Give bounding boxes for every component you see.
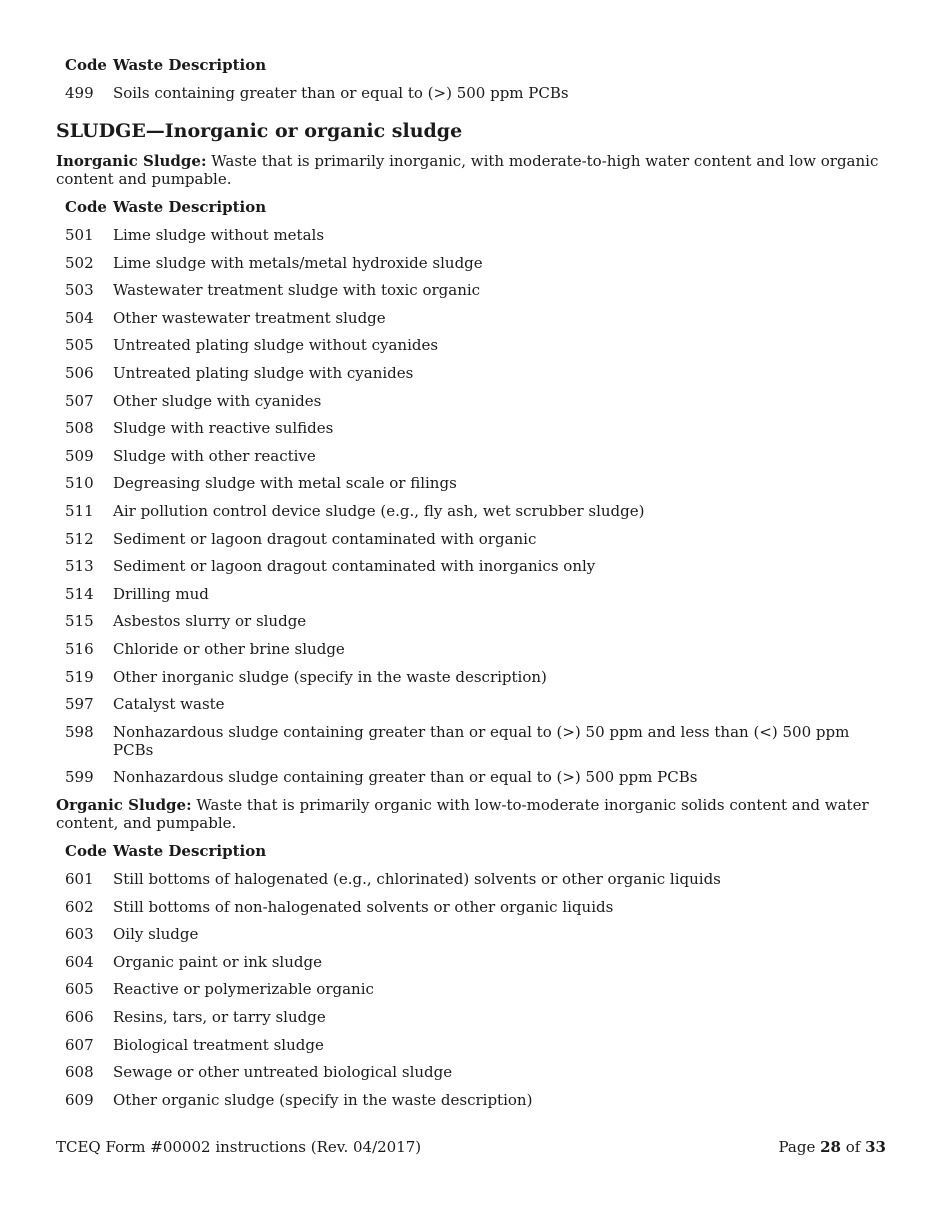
waste-description: Chloride or other brine sludge	[113, 639, 345, 658]
description-column-header: Waste Description	[113, 198, 267, 216]
table-row	[56, 474, 886, 502]
waste-code: 501	[65, 226, 94, 244]
waste-code: 507	[65, 391, 94, 410]
inorganic-text: Waste that is primarily inorganic, with moderate-to-high water content and low organic content and pumpable.	[56, 152, 879, 188]
table-row	[56, 84, 886, 102]
waste-description: Sludge with reactive sulfides	[113, 419, 334, 438]
table-row	[56, 612, 886, 640]
waste-description: Nonhazardous sludge containing greater than or equal to (>) 500 ppm PCBs	[113, 768, 698, 787]
waste-description: Sewage or other untreated biological sludge	[113, 1063, 453, 1082]
page-number-label	[779, 1138, 886, 1156]
organic-text: Waste that is primarily organic with low-to-moderate inorganic solids content and water content, and pumpable.	[56, 796, 869, 832]
waste-description: Lime sludge with metals/metal hydroxide sludge	[113, 253, 483, 272]
code-column-header: Code	[65, 56, 107, 74]
waste-description: Other sludge with cyanides	[113, 391, 322, 410]
organic-table	[56, 842, 886, 1118]
waste-code: 597	[65, 695, 94, 714]
table-row	[56, 723, 886, 769]
inorganic-table	[56, 198, 886, 796]
waste-description: Air pollution control device sludge (e.g., fly ash, wet scrubber sludge)	[113, 501, 645, 520]
waste-description: Other organic sludge (specify in the waste description)	[113, 1090, 533, 1109]
table-row	[56, 392, 886, 420]
table-row	[56, 502, 886, 530]
waste-code: 603	[65, 925, 94, 944]
table-row	[56, 640, 886, 668]
waste-description: Organic paint or ink sludge	[113, 952, 322, 971]
table-row	[56, 1008, 886, 1036]
waste-code: 606	[65, 1007, 94, 1026]
waste-code: 505	[65, 336, 94, 355]
waste-description: Biological treatment sludge	[113, 1035, 324, 1054]
organic-label: Organic Sludge:	[56, 796, 192, 814]
table-row	[56, 695, 886, 723]
current-page-number: 28	[820, 1138, 841, 1156]
table-row	[56, 530, 886, 558]
table-row	[56, 980, 886, 1008]
table-row	[56, 1091, 886, 1119]
inorganic-label: Inorganic Sludge:	[56, 152, 207, 170]
waste-code: 515	[65, 612, 94, 631]
table-row	[56, 226, 886, 254]
waste-code: 513	[65, 557, 94, 576]
table-row	[56, 309, 886, 337]
table-row	[56, 925, 886, 953]
waste-description: Sludge with other reactive	[113, 446, 316, 465]
waste-code: 605	[65, 980, 94, 999]
waste-description: Still bottoms of non-halogenated solvents or other organic liquids	[113, 897, 614, 916]
waste-description: Asbestos slurry or sludge	[113, 612, 307, 631]
waste-code: 504	[65, 308, 94, 327]
table-row	[56, 768, 886, 796]
waste-code: 510	[65, 474, 94, 493]
top-table-header	[56, 56, 886, 74]
waste-description: Lime sludge without metals	[113, 226, 325, 244]
waste-description: Drilling mud	[113, 584, 209, 603]
inorganic-intro	[56, 152, 886, 188]
waste-code: 599	[65, 768, 94, 787]
table-row	[56, 447, 886, 475]
table-row	[56, 953, 886, 981]
page-footer	[56, 1138, 886, 1156]
waste-description: Sediment or lagoon dragout contaminated with inorganics only	[113, 557, 596, 576]
inorganic-table-header	[56, 198, 886, 226]
waste-code: 511	[65, 501, 94, 520]
table-row	[56, 336, 886, 364]
waste-code: 512	[65, 529, 94, 548]
organic-intro	[56, 796, 886, 832]
waste-description: Oily sludge	[113, 925, 199, 944]
section-title: SLUDGE—Inorganic or organic sludge	[56, 120, 463, 142]
waste-code: 602	[65, 897, 94, 916]
waste-description: Other wastewater treatment sludge	[113, 308, 386, 327]
table-row	[56, 254, 886, 282]
waste-code: 503	[65, 281, 94, 300]
waste-description: Still bottoms of halogenated (e.g., chlorinated) solvents or other organic liquids	[113, 870, 721, 888]
table-row	[56, 557, 886, 585]
code-column-header: Code	[65, 198, 107, 216]
waste-code: 598	[65, 722, 94, 741]
waste-description: Resins, tars, or tarry sludge	[113, 1007, 326, 1026]
table-row	[56, 1036, 886, 1064]
waste-description: Nonhazardous sludge containing greater than or equal to (>) 50 ppm and less than (<) 500 ppm PCBs	[113, 722, 850, 759]
form-identifier: TCEQ Form #00002 instructions (Rev. 04/2017)	[56, 1138, 422, 1156]
waste-code: 519	[65, 667, 94, 686]
table-row	[56, 870, 886, 898]
waste-code: 508	[65, 419, 94, 438]
waste-description: Untreated plating sludge with cyanides	[113, 363, 414, 382]
waste-description: Degreasing sludge with metal scale or filings	[113, 474, 457, 493]
waste-description: Wastewater treatment sludge with toxic organic	[113, 281, 481, 300]
waste-description: Untreated plating sludge without cyanides	[113, 336, 439, 355]
waste-code: 502	[65, 253, 94, 272]
waste-code: 604	[65, 952, 94, 971]
waste-code: 608	[65, 1063, 94, 1082]
table-row	[56, 281, 886, 309]
description-column-header: Waste Description	[113, 842, 267, 860]
waste-code: 509	[65, 446, 94, 465]
waste-code: 506	[65, 363, 94, 382]
table-row	[56, 668, 886, 696]
waste-code: 607	[65, 1035, 94, 1054]
waste-code: 516	[65, 639, 94, 658]
waste-description: Soils containing greater than or equal to (>) 500 ppm PCBs	[113, 84, 569, 102]
table-row	[56, 419, 886, 447]
waste-code: 514	[65, 584, 94, 603]
table-row	[56, 898, 886, 926]
waste-description: Catalyst waste	[113, 695, 225, 714]
table-row	[56, 1063, 886, 1091]
waste-code: 609	[65, 1090, 94, 1109]
table-row	[56, 364, 886, 392]
waste-description: Reactive or polymerizable organic	[113, 980, 374, 999]
code-column-header: Code	[65, 842, 107, 860]
organic-table-header	[56, 842, 886, 870]
page-prefix: Page	[778, 1138, 821, 1156]
page-of: of	[841, 1138, 866, 1156]
waste-code: 499	[65, 84, 94, 102]
total-page-count: 33	[865, 1138, 886, 1156]
waste-description: Other inorganic sludge (specify in the waste description)	[113, 667, 547, 686]
table-row	[56, 585, 886, 613]
waste-code: 601	[65, 870, 94, 888]
description-column-header: Waste Description	[113, 56, 267, 74]
waste-description: Sediment or lagoon dragout contaminated with organic	[113, 529, 537, 548]
